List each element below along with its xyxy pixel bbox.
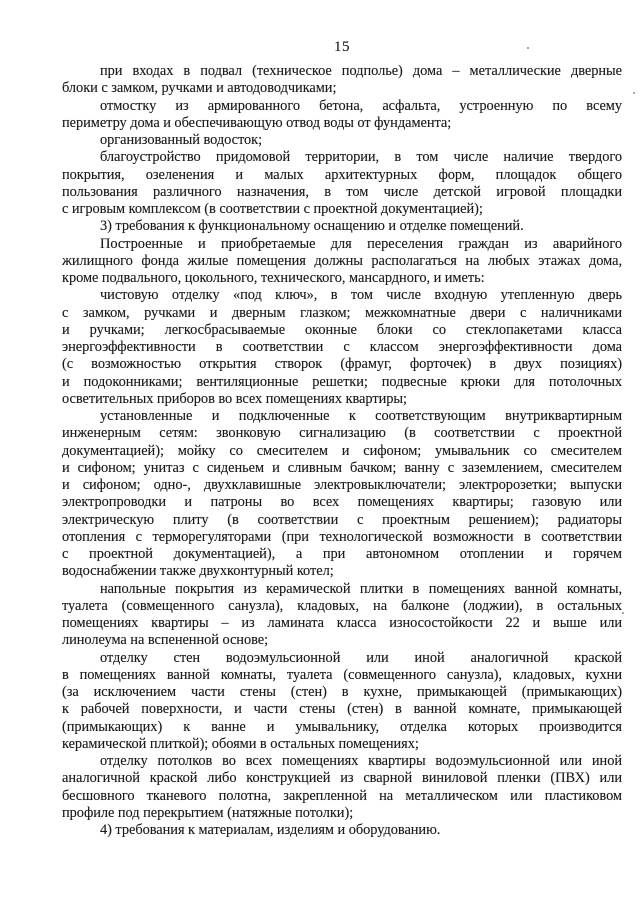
text-line: в помещениях ванной комнаты, туалета (совмещенного санузла), кладовых, кухни: [62, 666, 622, 683]
text-line: энергоэффективности в соответствии с классом энергоэффективности дома: [62, 339, 622, 355]
text-line: (примыкающих) к ванне и умывальнику, отделка которых производится: [62, 718, 622, 735]
text-line: с проектной документацией), а при автономном отоплении и горячем: [62, 546, 622, 562]
text-line: периметру дома и обеспечивающую отвод воды от фундамента;: [62, 114, 452, 131]
text-line: 3) требования к функциональному оснащению и отделке помещений.: [100, 218, 524, 235]
text-line: организованный водосток;: [100, 132, 263, 148]
text-body: [62, 63, 622, 839]
text-line: отопления с терморегуляторами (при технологической возможности в соответствии: [62, 528, 622, 545]
text-line: профиле под перекрытием (натяжные потолки);: [62, 804, 354, 821]
text-line: и сифоном; унитаз с сиденьем и сливным бачком; ванну с заземлением, смесителем: [62, 459, 622, 476]
text-line: и сифоном; одно-, двухклавишные электровыключатели; электророзетки; выпуски: [62, 477, 622, 493]
text-line: чистовую отделку «под ключ», в том числе входную утепленную дверь: [100, 287, 622, 304]
page-number: 15: [334, 39, 350, 55]
text-line: к рабочей поверхности, и части стены (стен) в ванной комнате, примыкающей: [62, 701, 622, 718]
text-line: (с возможностью открытия створок (фрамуг, форточек) в двух позициях): [62, 356, 622, 373]
text-line: электропроводки и патроны во всех помещениях квартиры; газовую или: [62, 494, 622, 511]
text-line: линолеума на вспененной основе;: [62, 632, 269, 649]
text-line: электрическую плиту (в соответствии с проектным решением); радиаторы: [62, 511, 622, 528]
text-line: и подоконниками; вентиляционные решетки; подвесные крюки для потолочных: [62, 373, 622, 390]
text-line: при входах в подвал (техническое подполье) дома – металлические дверные: [100, 63, 622, 79]
text-line: жилищного фонда жилые помещения должны располагаться на любых этажах дома,: [62, 252, 622, 269]
text-line: 4) требования к материалам, изделиям и оборудованию.: [100, 822, 441, 838]
text-line: туалета (совмещенного санузла), кладовых, на балконе (лоджии), в остальных: [62, 597, 622, 614]
scan-artifact-dot: [527, 47, 529, 49]
text-line: керамической плиткой); обоями в остальных помещениях;: [62, 735, 419, 752]
text-line: водоснабжении также двухконтурный котел;: [62, 563, 334, 580]
text-line: и ручками; легкосбрасываемые оконные блоки со стеклопакетами класса: [62, 321, 622, 338]
text-line: осветительных приборов во всех помещениях квартиры;: [62, 390, 407, 407]
text-line: помещениях квартиры – из ламината класса износостойкости 22 и выше или: [62, 615, 622, 631]
scan-artifact-dot: [633, 92, 635, 94]
text-line: (за исключением части стены (стен) в кухне, примыкающей (примыкающих): [62, 684, 622, 700]
text-line: отделку стен водоэмульсионной или иной аналогичной краской: [100, 649, 622, 666]
text-line: аналогичной краской либо конструкцией из сварной виниловой пленки (ПВХ) или: [62, 770, 622, 787]
text-line: блоки с замком, ручками и автодоводчиками;: [62, 80, 337, 97]
text-line: кроме подвального, цокольного, технического, мансардного, и иметь:: [62, 270, 485, 286]
text-line: установленные и подключенные к соответствующим внутриквартирным: [100, 408, 622, 424]
text-line: с игровым комплексом (в соответствии с проектной документацией);: [62, 201, 483, 217]
text-line: отмостку из армированного бетона, асфальта, устроенную по всему: [100, 97, 622, 114]
text-line: напольные покрытия из керамической плитки в помещениях ванной комнаты,: [100, 580, 622, 597]
text-line: Построенные и приобретаемые для переселения граждан из аварийного: [100, 235, 622, 252]
text-line: с замком, ручками и дверным глазком; межкомнатные двери с наличниками: [62, 304, 622, 321]
text-line: документацией); мойку со смесителем и сифоном; умывальник со смесителем: [62, 442, 622, 459]
text-line: благоустройство придомовой территории, в том числе наличие твердого: [100, 149, 622, 166]
text-line: отделку потолков во всех помещениях квартиры водоэмульсионной или иной: [100, 753, 622, 769]
text-line: инженерным сетям: звонковую сигнализацию (в соответствии с проектной: [62, 425, 622, 442]
scan-artifact-dot: [622, 612, 624, 614]
text-line: бесшовного тканевого полотна, закрепленной на металлическом или пластиковом: [62, 787, 622, 804]
text-line: пользования различного назначения, в том числе детской игровой площадки: [62, 183, 622, 200]
text-line: покрытия, озеленения и малых архитектурных форм, площадок общего: [62, 166, 622, 183]
